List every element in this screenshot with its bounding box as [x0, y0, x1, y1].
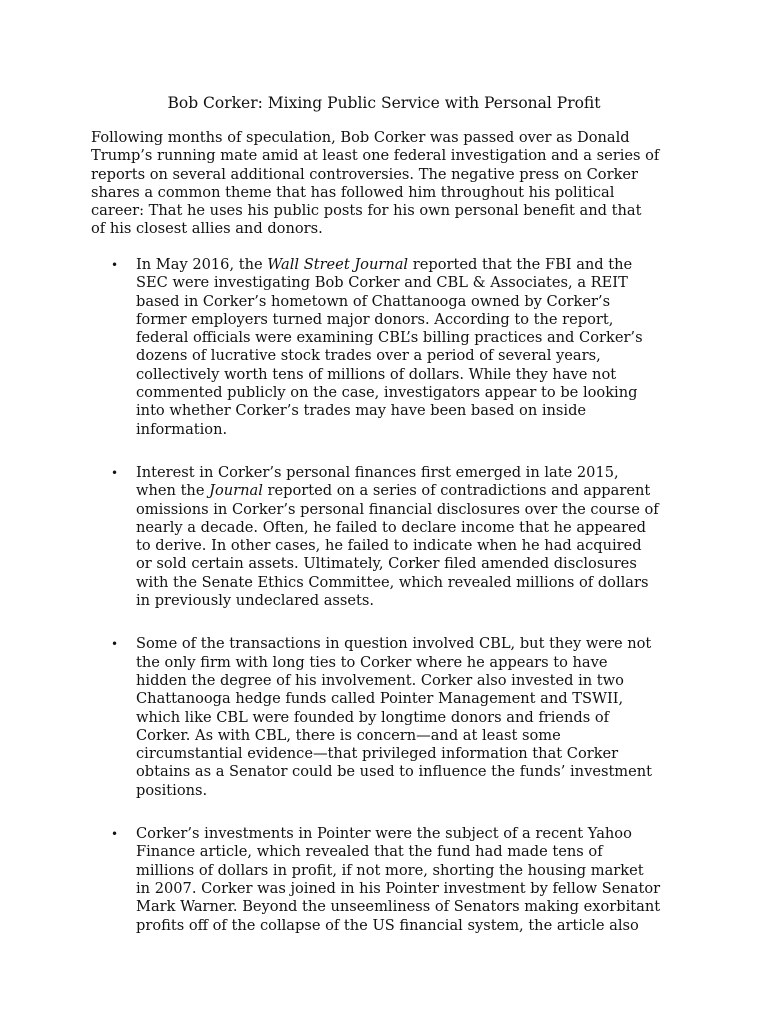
bullet-line: Finance article, which revealed that the fund had made tens of — [136, 843, 603, 861]
bullet-line: dozens of lucrative stock trades over a period of several years, — [136, 347, 601, 365]
intro-line: Trump’s running mate amid at least one federal investigation and a series of — [91, 147, 660, 165]
bullet-line: collectively worth tens of millions of dollars. While they have not — [136, 365, 617, 383]
bullet-line: Corker’s investments in Pointer were the subject of a recent Yahoo — [136, 825, 632, 843]
bullet-line: nearly a decade. Often, he failed to declare income that he appeared — [136, 518, 647, 536]
bullet-line: in 2007. Corker was joined in his Pointer investment by fellow Senator — [136, 879, 661, 897]
bullet-line: based in Corker’s hometown of Chattanooga owned by Corker’s — [136, 292, 611, 310]
bullet-line: with the Senate Ethics Committee, which revealed millions of dollars — [136, 573, 649, 591]
bullet-line — [136, 256, 691, 274]
intro-line: Following months of speculation, Bob Corker was passed over as Donald — [91, 129, 630, 146]
publication-name: Wall Street Journal — [267, 256, 409, 273]
bullet-line: positions. — [136, 781, 208, 799]
bullet-line: in previously undeclared assets. — [136, 592, 375, 610]
bullet-item-pointer-investments — [91, 825, 691, 935]
document-title: Bob Corker: Mixing Public Service with Personal Profit — [167, 94, 601, 112]
bullet-line: profits off of the collapse of the US financial system, the article also — [136, 916, 639, 934]
bullet-item-hedge-funds — [91, 635, 691, 800]
bullet-item-personal-finances — [91, 464, 691, 610]
bullet-line: hidden the degree of his involvement. Corker also invested in two — [136, 671, 624, 689]
bullet-line: the only firm with long ties to Corker where he appears to have — [136, 653, 608, 671]
bullet-icon: • — [111, 465, 119, 480]
bullet-line: Interest in Corker’s personal finances first emerged in late 2015, — [136, 463, 619, 481]
bullet-line: which like CBL were founded by longtime donors and friends of — [136, 708, 610, 726]
bullet-line: federal officials were examining CBL’s billing practices and Corker’s — [136, 329, 643, 347]
intro-line: shares a common theme that has followed him throughout his political — [91, 183, 615, 201]
bullet-line: Corker. As with CBL, there is concern—and at least some — [136, 726, 561, 744]
bullet-list — [91, 256, 691, 960]
bullet-line: millions of dollars in profit, if not more, shorting the housing market — [136, 861, 644, 879]
bullet-line — [136, 482, 691, 500]
intro-paragraph — [91, 129, 691, 239]
bullet-icon: • — [111, 827, 119, 842]
bullet-line: SEC were investigating Bob Corker and CBL & Associates, a REIT — [136, 274, 628, 292]
bullet-line: obtains as a Senator could be used to influence the funds’ investment — [136, 763, 653, 781]
bullet-line: to derive. In other cases, he failed to indicate when he had acquired — [136, 537, 642, 555]
intro-line: of his closest allies and donors. — [91, 220, 323, 238]
bullet-line: commented publicly on the case, investigators appear to be looking — [136, 384, 638, 402]
bullet-item-fbi-sec — [91, 256, 691, 439]
intro-line: career: That he uses his public posts for his own personal benefit and that — [91, 202, 642, 220]
bullet-line: or sold certain assets. Ultimately, Corker filed amended disclosures — [136, 555, 637, 573]
publication-name: Journal — [209, 482, 263, 500]
text-run: reported that the FBI and the — [408, 256, 633, 273]
text-run: reported on a series of contradictions and apparent — [262, 482, 651, 500]
bullet-line: information. — [136, 420, 228, 438]
bullet-line: omissions in Corker’s personal financial disclosures over the course of — [136, 500, 659, 518]
bullet-line: Chattanooga hedge funds called Pointer Management and TSWII, — [136, 690, 624, 708]
intro-line: reports on several additional controversies. The negative press on Corker — [91, 165, 639, 183]
bullet-line: former employers turned major donors. According to the report, — [136, 310, 614, 328]
bullet-line: circumstantial evidence—that privileged information that Corker — [136, 745, 619, 763]
text-run: In May 2016, the — [136, 256, 268, 273]
bullet-line: into whether Corker’s trades may have been based on inside — [136, 402, 587, 420]
bullet-icon: • — [111, 637, 119, 652]
text-run: when the — [136, 482, 210, 500]
bullet-line: Mark Warner. Beyond the unseemliness of Senators making exorbitant — [136, 898, 661, 916]
bullet-icon: • — [111, 258, 119, 272]
bullet-line: Some of the transactions in question involved CBL, but they were not — [136, 635, 652, 653]
